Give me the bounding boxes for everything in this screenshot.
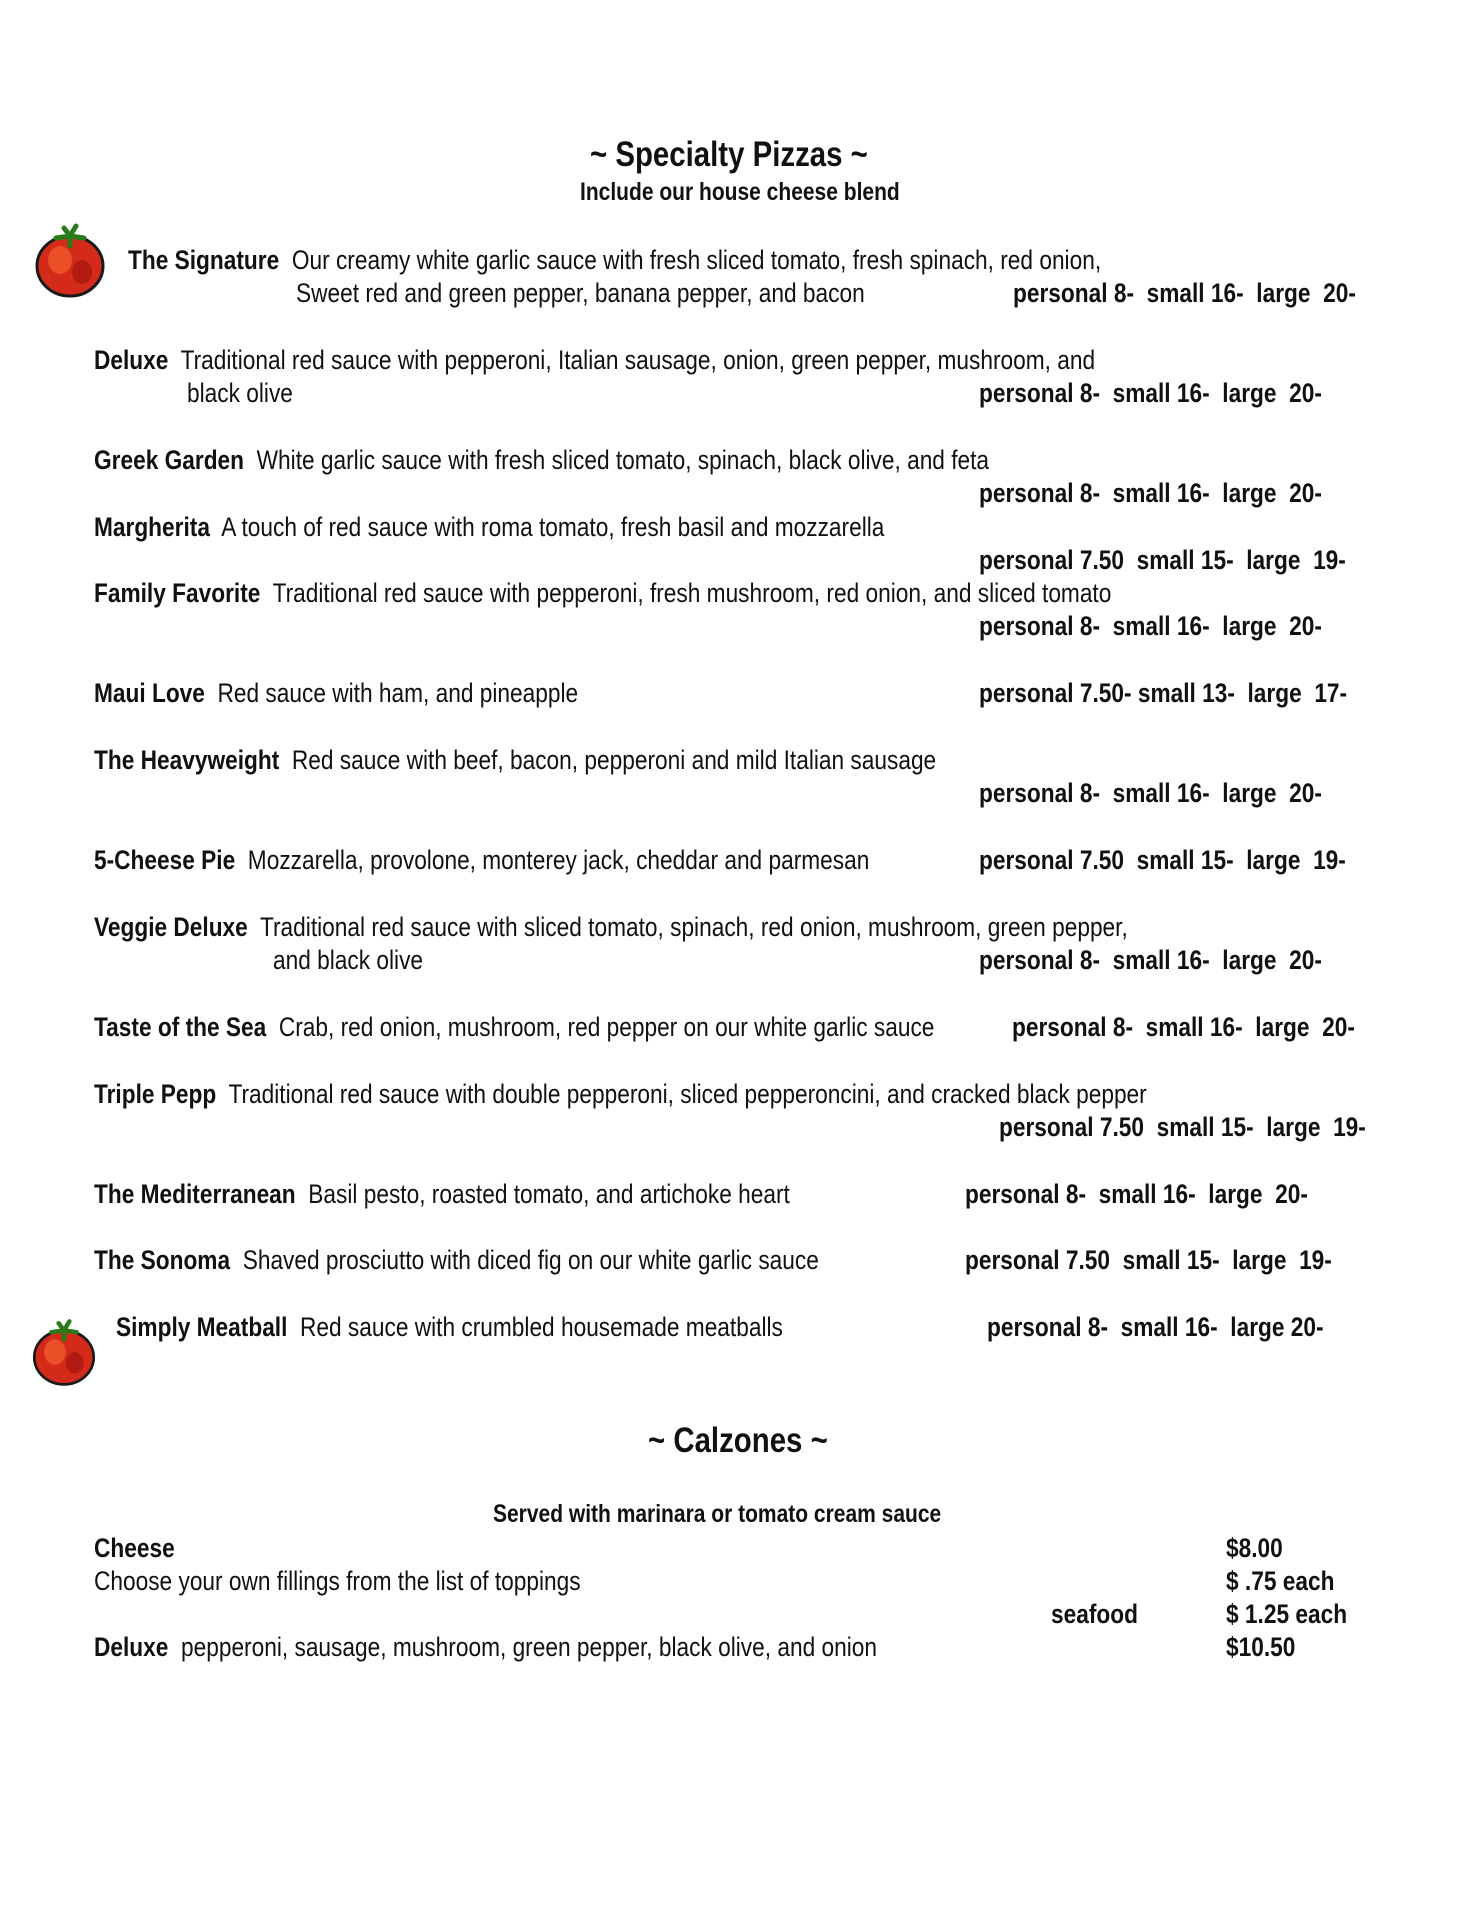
calzone-fillings-text: Choose your own fillings from the list of toppings	[94, 1566, 581, 1596]
item-desc: Crab, red onion, mushroom, red pepper on our white garlic sauce	[278, 1012, 935, 1042]
item-greek-garden	[94, 447, 989, 474]
item-name: The Sonoma	[94, 1245, 231, 1275]
item-price: personal 7.50- small 13- large 17-	[979, 678, 1348, 708]
item-family-favorite	[94, 580, 1111, 607]
calzone-deluxe-desc: pepperoni, sausage, mushroom, green pepper, black olive, and onion	[180, 1632, 877, 1662]
item-name: Taste of the Sea	[94, 1012, 267, 1042]
item-desc: Basil pesto, roasted tomato, and artichoke heart	[308, 1179, 790, 1209]
item-the-sonoma	[94, 1247, 819, 1274]
item-the-signature	[128, 247, 1101, 274]
item-desc: Mozzarella, provolone, monterey jack, cheddar and parmesan	[247, 845, 870, 875]
calzone-seafood-label: seafood	[1051, 1599, 1138, 1629]
item-price: personal 8- small 16- large 20-	[987, 1312, 1324, 1342]
item-5-cheese-pie	[94, 847, 869, 874]
calzone-seafood-price: $ 1.25 each	[1226, 1599, 1348, 1629]
item-desc: Our creamy white garlic sauce with fresh sliced tomato, fresh spinach, red onion,	[291, 245, 1102, 275]
calzone-cheese-price: $8.00	[1226, 1533, 1283, 1563]
item-maui-love	[94, 680, 578, 707]
item-price: personal 8- small 16- large 20-	[965, 1179, 1308, 1209]
item-simply-meatball	[116, 1314, 783, 1341]
item-name: Margherita	[94, 512, 210, 542]
calzone-cheese-name: Cheese	[94, 1533, 175, 1563]
item-price: personal 8- small 16- large 20-	[1013, 278, 1356, 308]
item-price: personal 7.50 small 15- large 19-	[979, 545, 1346, 575]
item-name: Maui Love	[94, 678, 205, 708]
item-price: personal 8- small 16- large 20-	[979, 611, 1322, 641]
item-veggie-deluxe	[94, 914, 1128, 941]
item-price: personal 8- small 16- large 20-	[1012, 1012, 1355, 1042]
item-name: 5-Cheese Pie	[94, 845, 236, 875]
item-desc: A touch of red sauce with roma tomato, fresh basil and mozzarella	[221, 512, 885, 542]
item-price: personal 8- small 16- large 20-	[979, 945, 1322, 975]
item-the-mediterranean	[94, 1181, 790, 1208]
item-deluxe	[94, 347, 1095, 374]
item-name: Simply Meatball	[116, 1312, 288, 1342]
item-price: personal 8- small 16- large 20-	[979, 478, 1322, 508]
item-name: The Signature	[128, 245, 280, 275]
item-name: Deluxe	[94, 345, 169, 375]
item-the-heavyweight	[94, 747, 936, 774]
item-desc-cont: Sweet red and green pepper, banana pepper, and bacon	[296, 278, 865, 308]
item-name: Greek Garden	[94, 445, 245, 475]
item-name: Triple Pepp	[94, 1079, 217, 1109]
item-desc: White garlic sauce with fresh sliced tomato, spinach, black olive, and feta	[256, 445, 990, 475]
item-taste-of-the-sea	[94, 1014, 934, 1041]
specialty-subtitle: Include our house cheese blend	[580, 178, 900, 206]
calzone-deluxe	[94, 1634, 877, 1661]
tomato-icon	[30, 220, 110, 300]
item-name: The Heavyweight	[94, 745, 280, 775]
calzone-deluxe-name: Deluxe	[94, 1632, 169, 1662]
calzones-title: ~ Calzones ~	[648, 1421, 828, 1460]
item-name: The Mediterranean	[94, 1179, 296, 1209]
item-name: Family Favorite	[94, 578, 261, 608]
item-name: Veggie Deluxe	[94, 912, 248, 942]
item-price: personal 7.50 small 15- large 19-	[979, 845, 1346, 875]
item-desc: Traditional red sauce with sliced tomato, spinach, red onion, mushroom, green pepper,	[259, 912, 1128, 942]
item-desc: Traditional red sauce with pepperoni, fresh mushroom, red onion, and sliced tomato	[272, 578, 1112, 608]
item-desc-cont: black olive	[187, 378, 293, 408]
calzones-subtitle: Served with marinara or tomato cream sauce	[493, 1500, 942, 1528]
item-price: personal 7.50 small 15- large 19-	[999, 1112, 1366, 1142]
calzone-deluxe-price: $10.50	[1226, 1632, 1296, 1662]
calzone-fillings-price: $ .75 each	[1226, 1566, 1335, 1596]
item-price: personal 8- small 16- large 20-	[979, 378, 1322, 408]
item-desc: Red sauce with ham, and pineapple	[217, 678, 579, 708]
item-price: personal 8- small 16- large 20-	[979, 778, 1322, 808]
item-desc: Red sauce with crumbled housemade meatballs	[300, 1312, 783, 1342]
item-desc: Shaved prosciutto with diced fig on our white garlic sauce	[242, 1245, 819, 1275]
item-desc-cont: and black olive	[273, 945, 424, 975]
item-desc: Red sauce with beef, bacon, pepperoni and mild Italian sausage	[291, 745, 937, 775]
item-price: personal 7.50 small 15- large 19-	[965, 1245, 1332, 1275]
item-margherita	[94, 514, 884, 541]
item-desc: Traditional red sauce with pepperoni, Italian sausage, onion, green pepper, mushroom, and	[180, 345, 1096, 375]
specialty-title: ~ Specialty Pizzas ~	[590, 135, 868, 174]
item-triple-pepp	[94, 1081, 1147, 1108]
item-desc: Traditional red sauce with double pepperoni, sliced pepperoncini, and cracked black pepper	[228, 1079, 1147, 1109]
tomato-icon	[28, 1316, 100, 1388]
